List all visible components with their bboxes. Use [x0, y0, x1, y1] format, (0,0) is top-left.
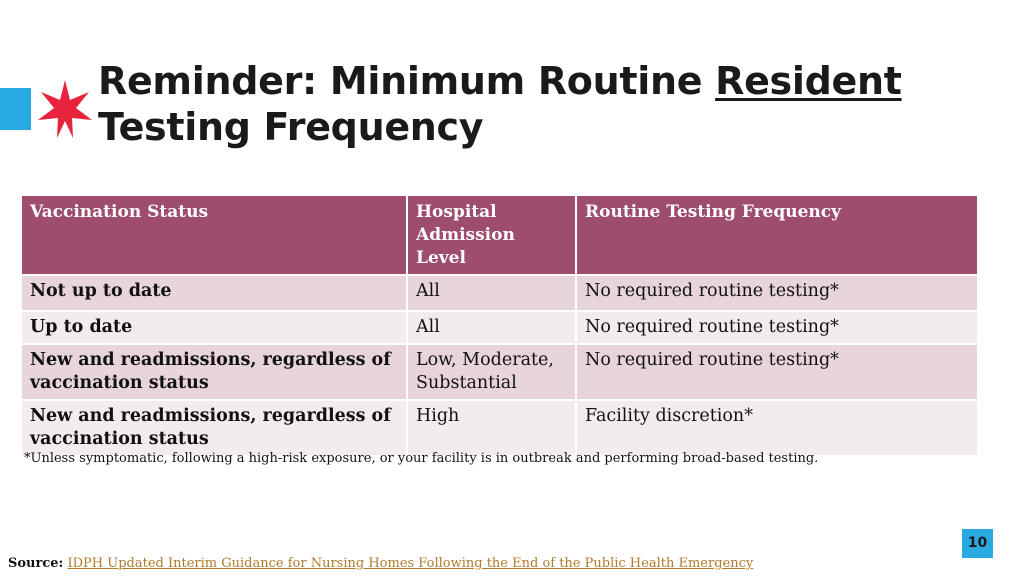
slide-title: [98, 58, 958, 150]
cell-admission-level: Low, Moderate, Substantial: [407, 344, 576, 400]
cell-testing-frequency: No required routine testing*: [576, 275, 977, 311]
footnote: *Unless symptomatic, following a high-risk exposure, or your facility is in outbreak and performing broad-based testing.: [24, 451, 819, 466]
cell-testing-frequency: No required routine testing*: [576, 311, 977, 344]
title-part1: Reminder: Minimum Routine: [98, 59, 716, 103]
table-row: [22, 400, 977, 456]
title-part2: Testing Frequency: [98, 105, 484, 149]
testing-frequency-table: [22, 196, 977, 457]
cell-admission-level: High: [407, 400, 576, 456]
accent-bar: [0, 88, 31, 130]
header-vaccination-status: Vaccination Status: [22, 196, 407, 275]
table-header-row: [22, 196, 977, 275]
title-underlined-word: Resident: [715, 59, 902, 103]
cell-testing-frequency: No required routine testing*: [576, 344, 977, 400]
chicago-star-icon: [37, 78, 93, 140]
cell-vaccination-status: New and readmissions, regardless of vaccination status: [22, 344, 407, 400]
table-row: [22, 311, 977, 344]
source-link[interactable]: IDPH Updated Interim Guidance for Nursing Homes Following the End of the Public Health Emergency: [67, 556, 754, 571]
cell-testing-frequency: Facility discretion*: [576, 400, 977, 456]
source-citation: [8, 556, 753, 571]
header-hospital-admission-level: Hospital Admission Level: [407, 196, 576, 275]
table-row: [22, 275, 977, 311]
cell-vaccination-status: Up to date: [22, 311, 407, 344]
source-label: Source:: [8, 556, 64, 571]
cell-admission-level: All: [407, 311, 576, 344]
table-row: [22, 344, 977, 400]
cell-vaccination-status: New and readmissions, regardless of vaccination status: [22, 400, 407, 456]
header-routine-testing-frequency: Routine Testing Frequency: [576, 196, 977, 275]
cell-vaccination-status: Not up to date: [22, 275, 407, 311]
cell-admission-level: All: [407, 275, 576, 311]
page-number: 10: [962, 529, 993, 558]
